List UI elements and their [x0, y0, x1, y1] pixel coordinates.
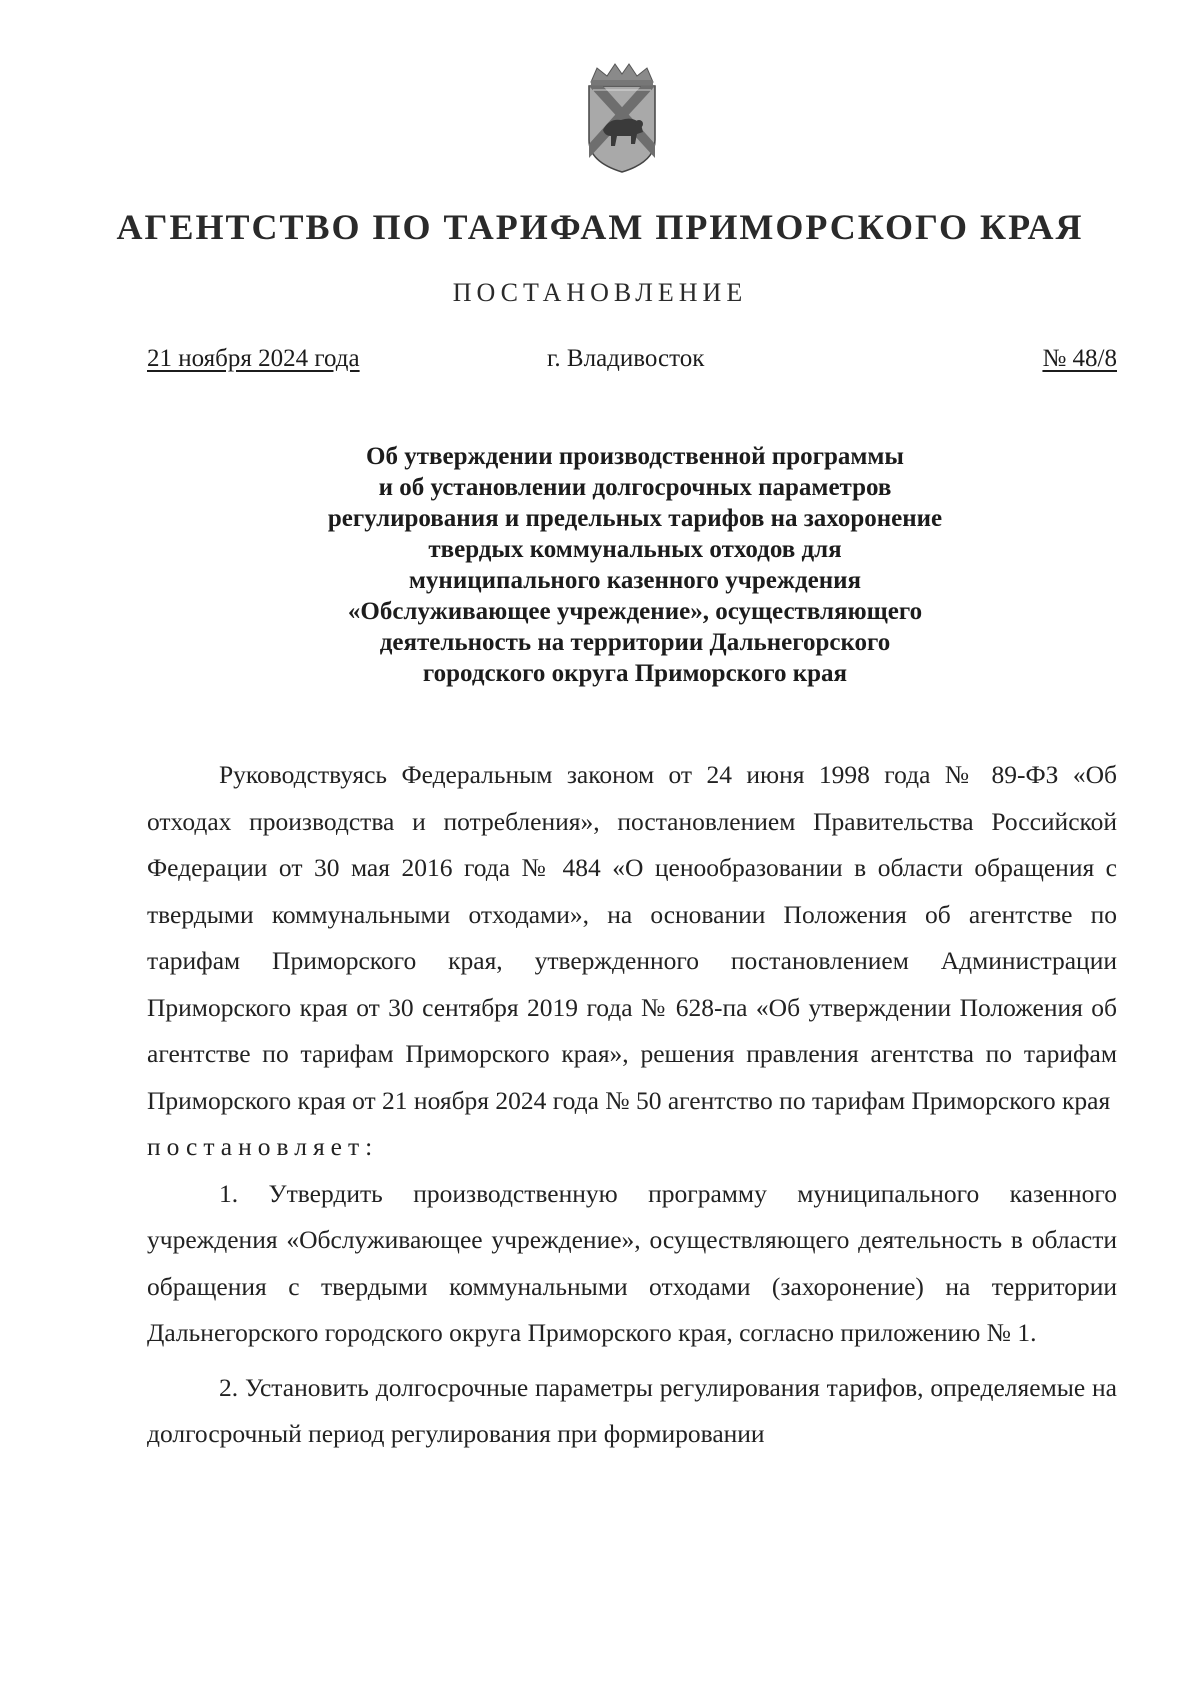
document-meta-row: [147, 345, 1117, 379]
title-line: твердых коммунальных отходов для: [428, 536, 842, 563]
document-number: № 48/8: [1042, 345, 1117, 372]
document-city: г. Владивосток: [547, 345, 705, 372]
document-body: [147, 752, 1117, 1458]
title-line: городского округа Приморского края: [422, 660, 848, 687]
title-line: и об установлении долгосрочных параметров: [378, 474, 892, 501]
item-1-paragraph: 1. Утвердить производственную программу муниципального казенного учреждения «Обслуживающее учреждение», осуществляющего деятельность в области обращения с твердыми коммунальными отходами (захоронение) на территории Дальнегорского городского округа Приморского края, согласно приложению № 1.: [147, 1178, 1117, 1347]
document-date: 21 ноября 2024 года: [147, 345, 360, 372]
item-2-paragraph: 2. Установить долгосрочные параметры регулирования тарифов, определяемые на долгосрочный период регулирования при формировании: [147, 1372, 1117, 1448]
primorsky-krai-coat-of-arms-icon: [581, 60, 663, 176]
title-line: «Обслуживающее учреждение», осуществляющего: [347, 598, 923, 625]
title-line: муниципального казенного учреждения: [408, 567, 862, 594]
document-type: ПОСТАНОВЛЕНИЕ: [452, 278, 748, 307]
document-title: [200, 441, 1070, 689]
agency-name: АГЕНТСТВО ПО ТАРИФАМ ПРИМОРСКОГО КРАЯ: [116, 207, 1084, 247]
preamble-paragraph: Руководствуясь Федеральным законом от 24 июня 1998 года № 89-ФЗ «Об отходах производства и потребления», постановлением Правительства Российской Федерации от 30 мая 2016 года № 484 «О ценообразовании в области обращения с твердыми коммунальными отходами», на основании Положения об агентстве по тарифам Приморского края, утвержденного постановлением Администрации Приморского края от 30 сентября 2019 года № 628-па «Об утверждении Положения об агентстве по тарифам Приморского края», решения правления агентства по тарифам Приморского края от 21 ноября 2024 года № 50 агентство по тарифам Приморского края: [147, 760, 1117, 1115]
title-line: Об утверждении производственной программы: [366, 443, 904, 470]
resolves-word: постановляет:: [147, 1132, 379, 1161]
title-line: деятельность на территории Дальнегорского: [379, 629, 891, 656]
title-line: регулирования и предельных тарифов на захоронение: [327, 505, 943, 532]
